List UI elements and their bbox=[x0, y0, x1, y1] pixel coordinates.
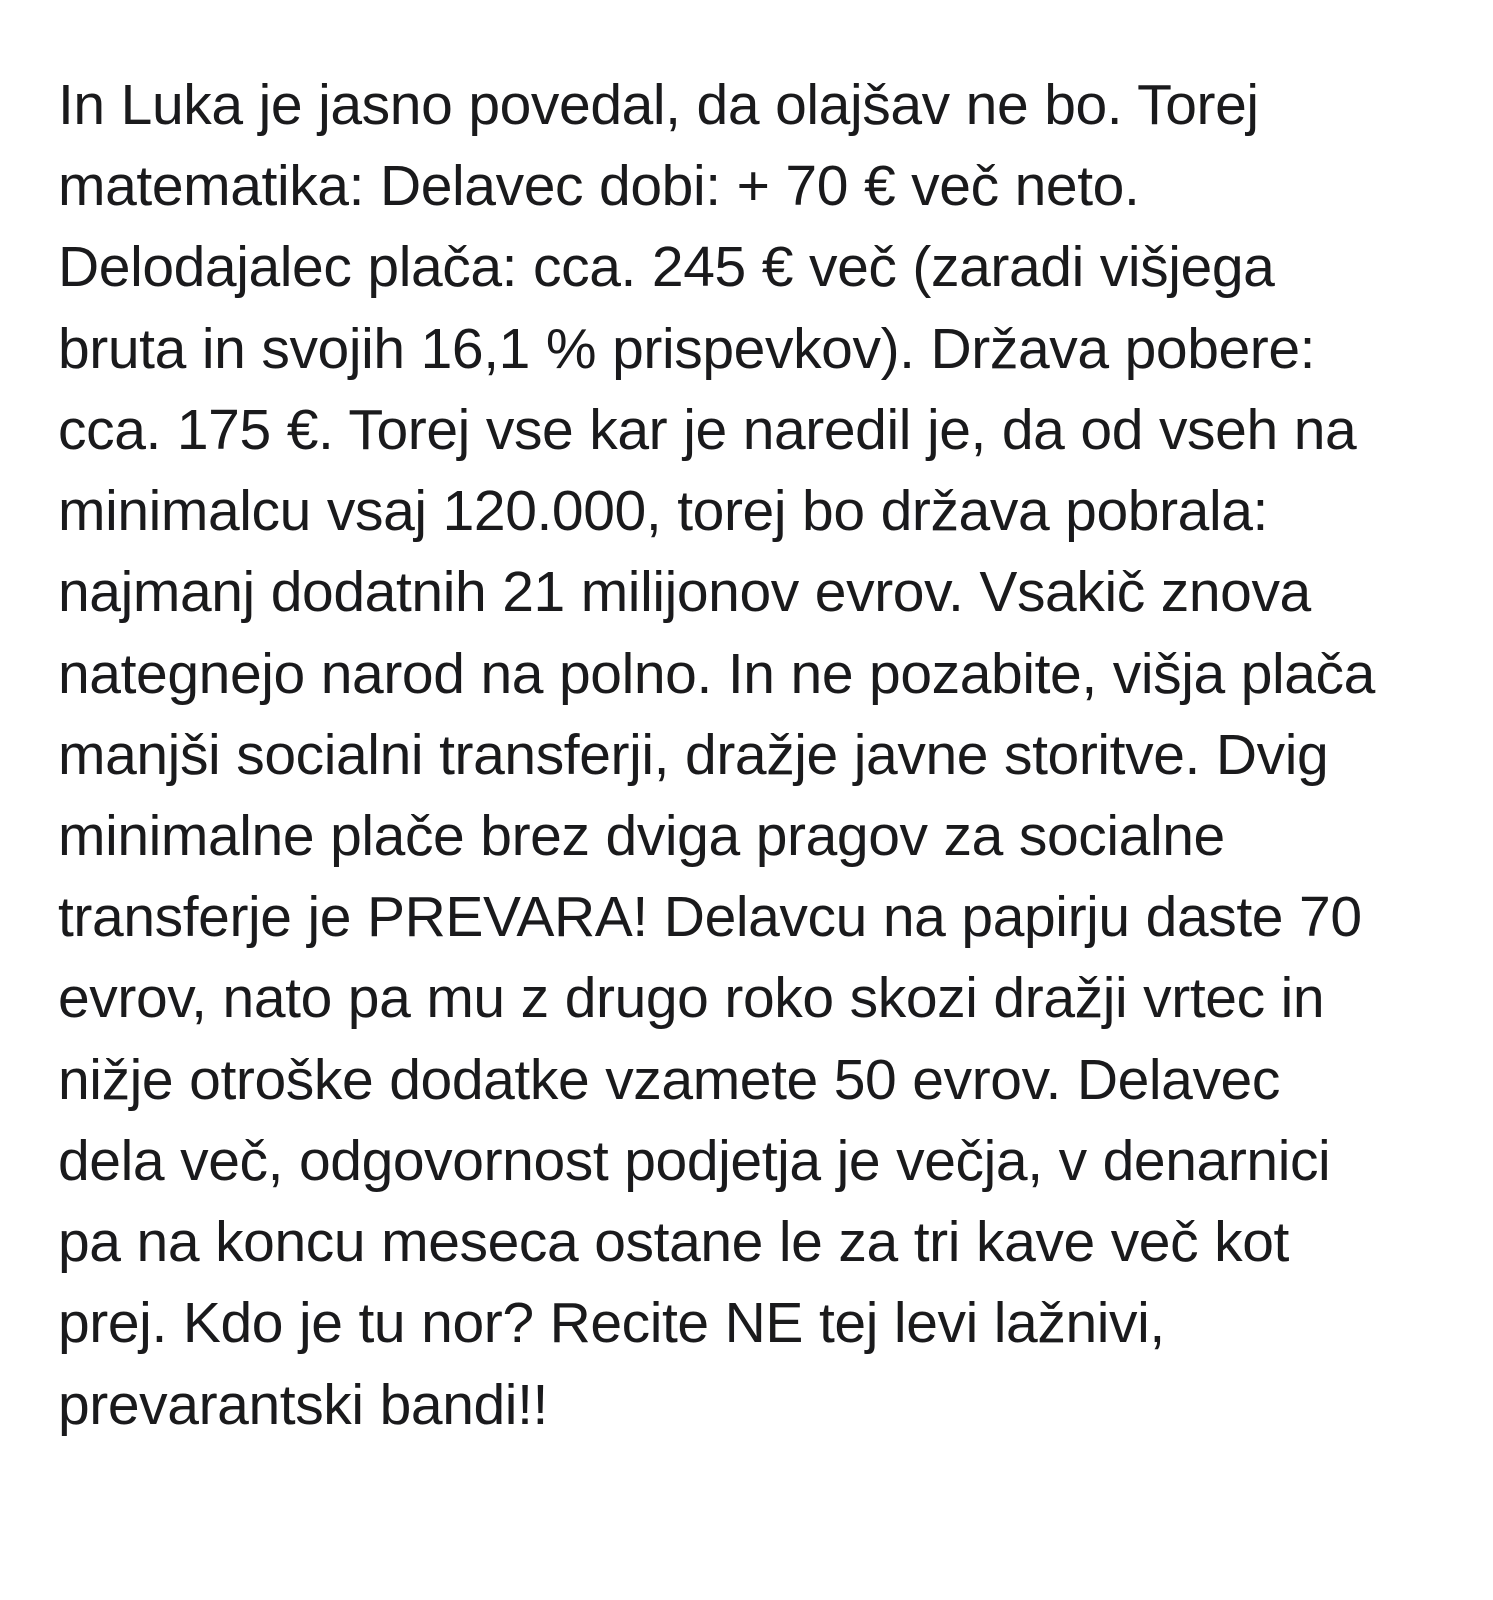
post-body-text: In Luka je jasno povedal, da olajšav ne bo. Torej matematika: Delavec dobi: + 70 € več neto. Delodajalec plača: cca. 245 € več (zaradi višjega bruta in svojih 16,1 % prispevkov). Država pobere: cca. 175 €. Torej vse kar je naredil je, da od vseh na minimalcu vsaj 120.000, torej bo država pobrala: najmanj dodatnih 21 milijonov evrov. Vsakič znova nategnejo narod na polno. In ne pozabite, višja plača manjši socialni transferji, dražje javne storitve. Dvig minimalne plače brez dviga pragov za socialne transferje je PREVARA! Delavcu na papirju daste 70 evrov, nato pa mu z drugo roko skozi dražji vrtec in nižje otroške dodatke vzamete 50 evrov. Delavec dela več, odgovornost podjetja je večja, v denarnici pa na koncu meseca ostane le za tri kave več kot prej. Kdo je tu nor? Recite NE tej levi lažnivi, prevarantski bandi!! bbox=[58, 73, 1391, 1437]
